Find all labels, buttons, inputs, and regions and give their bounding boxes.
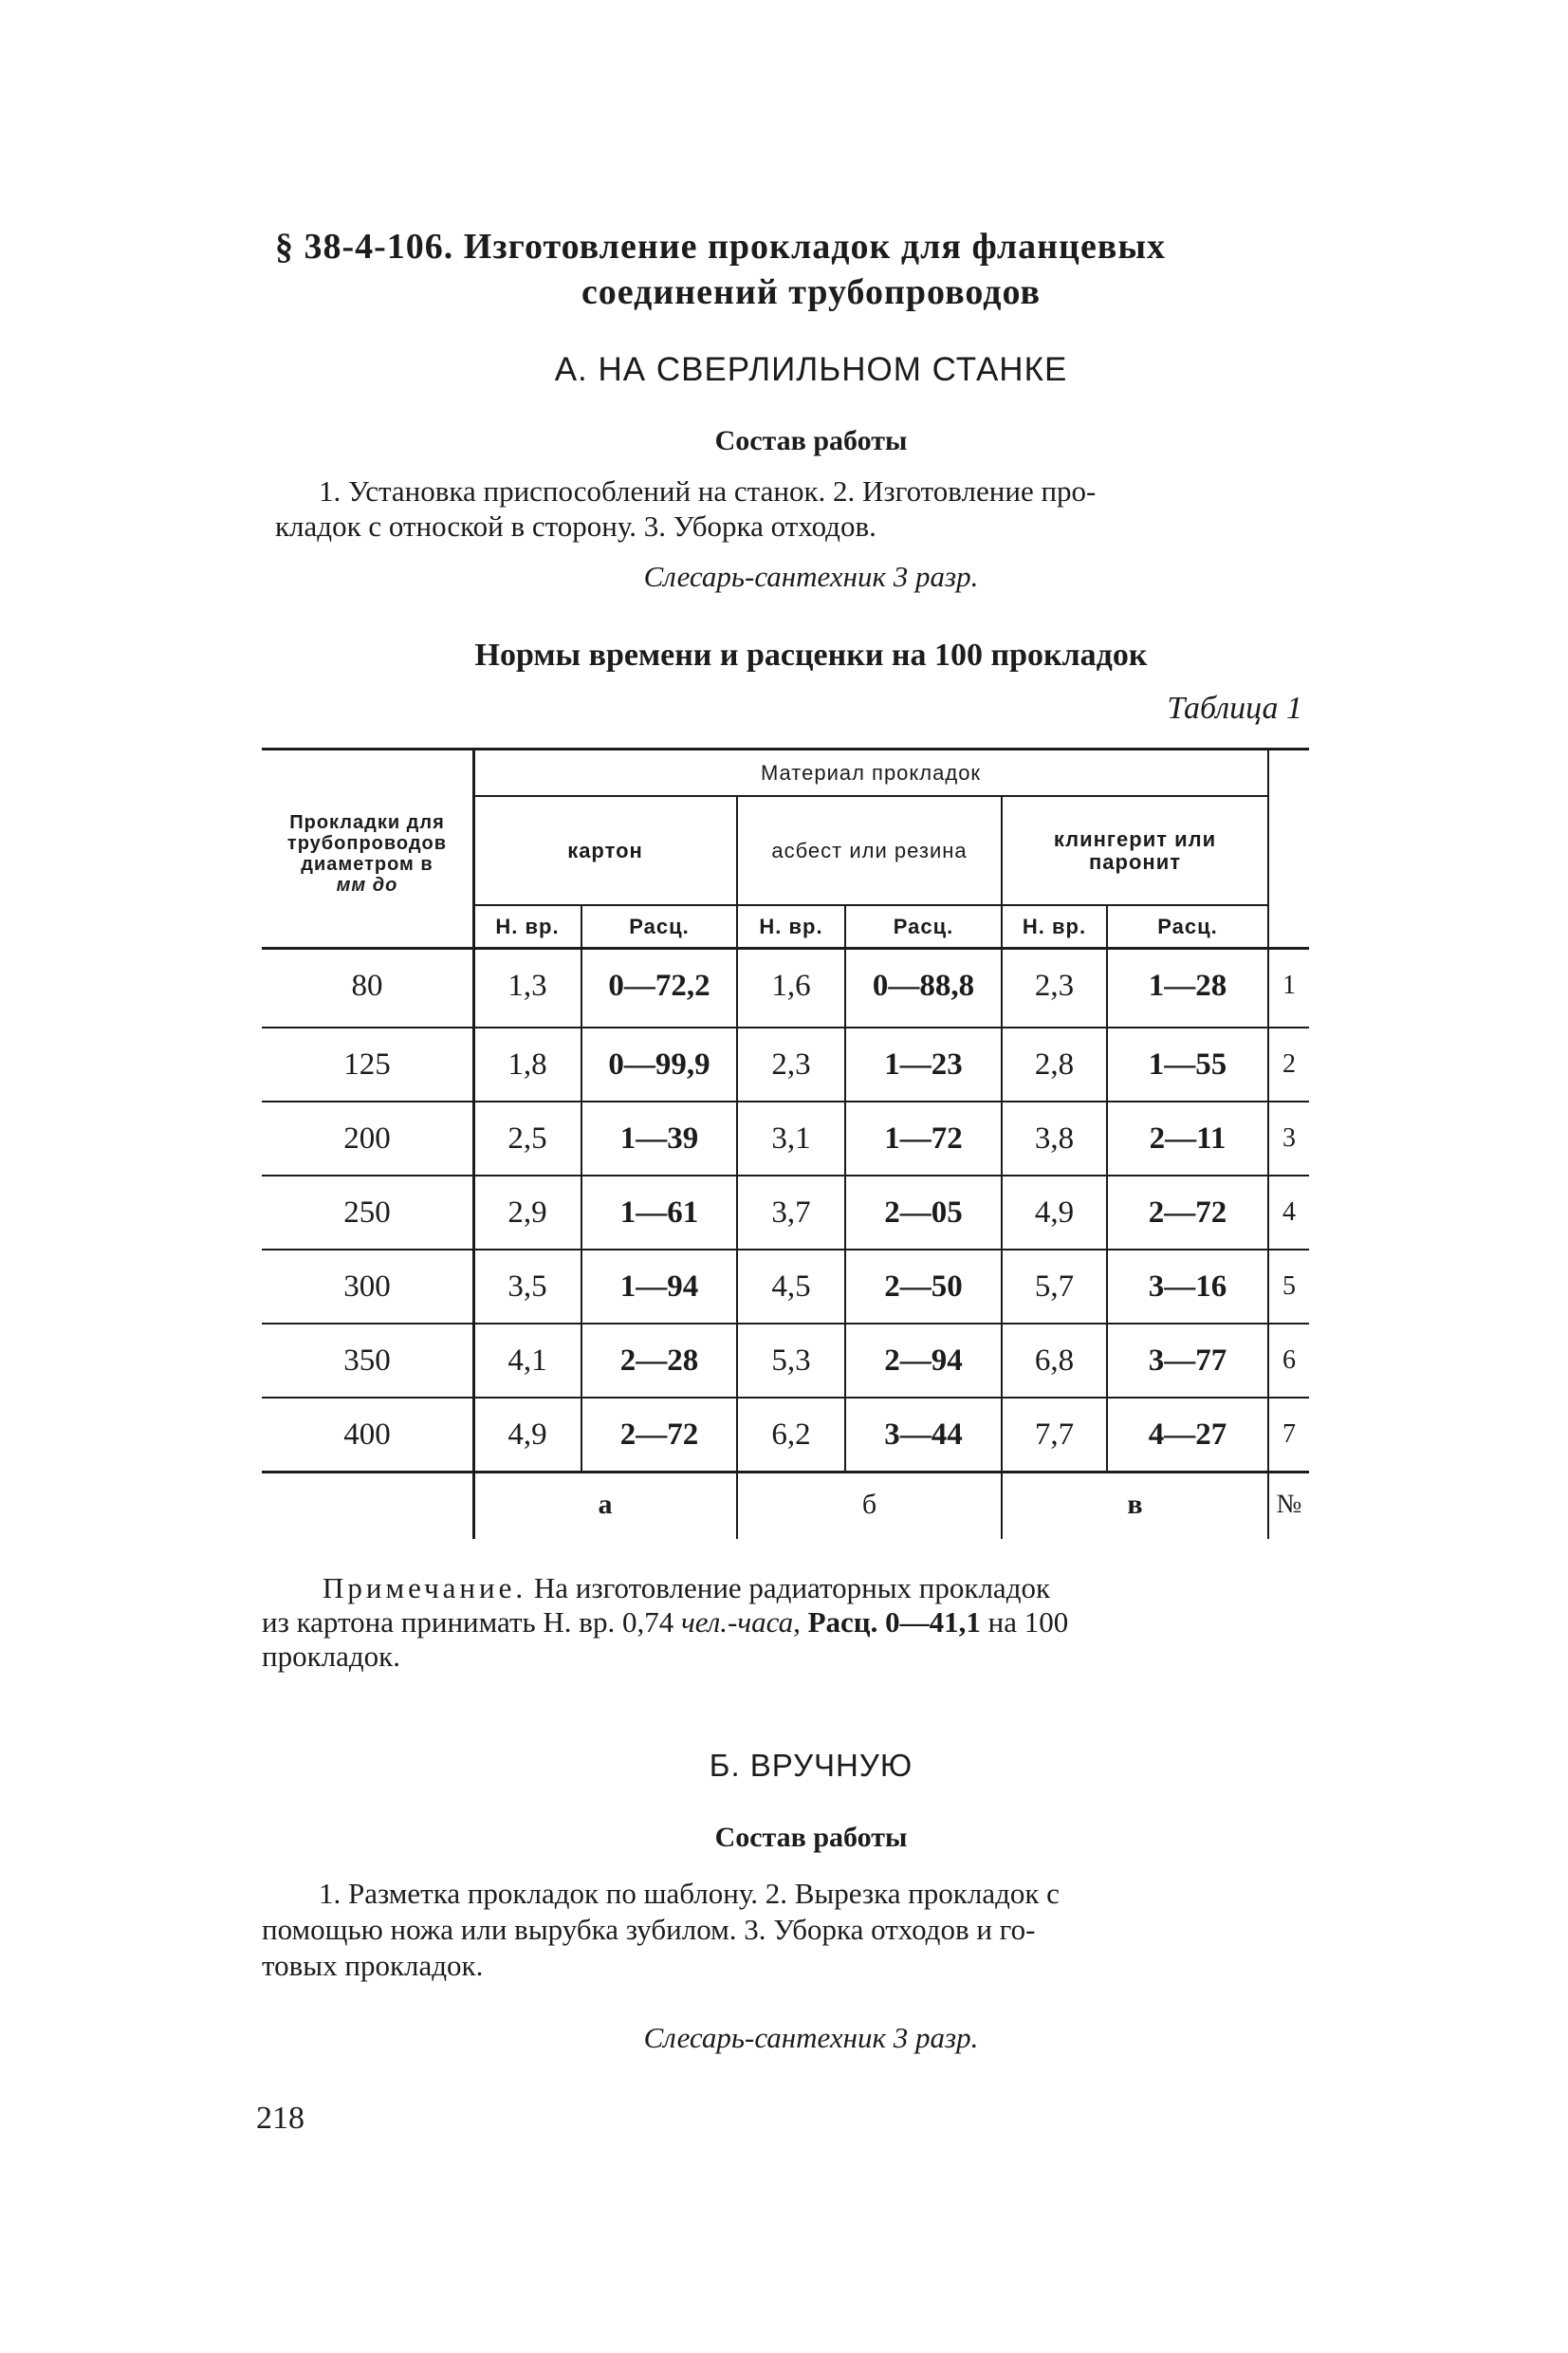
row-number-cell: 6: [1282, 1345, 1296, 1375]
subheader-rate: Расц.: [1157, 914, 1218, 938]
row-number-cell: 2: [1282, 1049, 1296, 1079]
norm-time-cell: 7,7: [1034, 1417, 1075, 1452]
note-label: Примечание.: [323, 1571, 527, 1604]
rate-cell: 1—28: [1148, 968, 1227, 1003]
diameter-cell: 80: [351, 968, 383, 1003]
rate-cell: 1—61: [619, 1195, 699, 1230]
norm-time-cell: 2,5: [507, 1121, 547, 1156]
part-a-composition-line2: кладок с отноской в сторону. 3. Уборка отходов.: [275, 510, 876, 543]
material-asbestos: [738, 797, 1001, 904]
material-label: картон: [567, 838, 643, 862]
rate-cell: 3—44: [884, 1417, 963, 1452]
norm-time-cell: 3,7: [771, 1195, 811, 1230]
rate-cell: 1—39: [619, 1121, 699, 1156]
rate-cell: 2—11: [1149, 1121, 1227, 1156]
note-rate: Расц. 0—41,1: [800, 1605, 981, 1639]
table-top-rule: [262, 748, 1309, 750]
row-number-cell: 5: [1282, 1271, 1296, 1301]
norm-time-cell: 3,8: [1034, 1121, 1075, 1156]
norm-time-cell: 6,2: [771, 1417, 811, 1452]
subheader-norm: Н. вр.: [495, 914, 560, 938]
row-header-line: Прокладки для: [289, 812, 445, 833]
norm-time-cell: 2,3: [1034, 968, 1075, 1003]
note-line1: [323, 1571, 1050, 1605]
rate-cell: 2—94: [884, 1343, 963, 1378]
norm-time-cell: 2,9: [507, 1195, 547, 1230]
rate-cell: 1—55: [1148, 1047, 1227, 1082]
row-header-line: трубопроводов: [286, 833, 448, 854]
note-line2: [262, 1605, 1068, 1640]
rate-cell: 2—28: [619, 1343, 699, 1378]
diameter-cell: 300: [343, 1269, 391, 1304]
note-text: из картона принимать Н. вр. 0,74: [262, 1605, 681, 1639]
diameter-cell: 200: [343, 1121, 391, 1156]
norm-time-cell: 2,3: [771, 1047, 811, 1082]
row-header-line: диаметром в: [301, 854, 434, 875]
part-b-composition-line1: 1. Разметка прокладок по шаблону. 2. Вырезка прокладок с: [319, 1877, 1060, 1910]
section-title-line1: § 38-4-106. Изготовление прокладок для фланцевых: [275, 227, 1166, 267]
rate-cell: 2—05: [884, 1195, 963, 1230]
norm-time-cell: 4,9: [507, 1417, 547, 1452]
norm-time-cell: 5,7: [1034, 1269, 1075, 1304]
material-klingerit: [1003, 797, 1267, 904]
material-label: клингерит или: [1053, 827, 1217, 852]
part-b-heading: Б. ВРУЧНУЮ: [709, 1748, 913, 1783]
note-text: на 100: [980, 1605, 1069, 1639]
rate-cell: 1—94: [619, 1269, 699, 1304]
part-a-worker: Слесарь-сантехник 3 разр.: [643, 560, 979, 593]
norm-time-cell: 4,1: [507, 1343, 547, 1378]
footer-col-b: б: [861, 1488, 877, 1520]
part-a-composition-heading: Состав работы: [714, 425, 908, 456]
diameter-cell: 350: [343, 1343, 391, 1378]
row-number-cell: 1: [1282, 971, 1296, 1000]
part-a-composition-line1: 1. Установка приспособлений на станок. 2. Изготовление про-: [319, 474, 1097, 508]
subheader-norm: Н. вр.: [759, 914, 823, 938]
row-number-cell: 3: [1282, 1123, 1296, 1153]
norm-time-cell: 1,3: [507, 968, 547, 1003]
norm-time-cell: 2,8: [1034, 1047, 1075, 1082]
subheader-rate: Расц.: [893, 914, 954, 938]
part-b-composition-heading: Состав работы: [714, 1822, 908, 1853]
rate-cell: 3—77: [1148, 1343, 1227, 1378]
norm-time-cell: 1,8: [507, 1047, 547, 1082]
norm-time-cell: 1,6: [771, 968, 811, 1003]
norm-time-cell: 3,1: [771, 1121, 811, 1156]
norms-heading: Нормы времени и расценки на 100 прокладок: [474, 638, 1148, 673]
note-text: На изготовление радиаторных прокладок: [526, 1571, 1051, 1604]
section-title-line2: соединений трубопроводов: [581, 272, 1042, 312]
row-number-cell: 4: [1282, 1197, 1296, 1227]
rate-cell: 0—88,8: [872, 968, 975, 1003]
part-b-worker: Слесарь-сантехник 3 разр.: [643, 2021, 979, 2054]
rate-cell: 2—50: [884, 1269, 963, 1304]
rate-cell: 2—72: [1148, 1195, 1227, 1230]
part-b-composition-line3: товых прокладок.: [262, 1949, 484, 1982]
rate-cell: 4—27: [1148, 1417, 1227, 1452]
diameter-cell: 125: [343, 1047, 391, 1082]
part-b-composition-line2: помощью ножа или вырубка зубилом. 3. Уборка отходов и го-: [262, 1913, 1036, 1946]
rate-cell: 0—99,9: [608, 1047, 710, 1082]
diameter-cell: 400: [343, 1417, 391, 1452]
rate-cell: 1—72: [884, 1121, 963, 1156]
material-carton: [474, 797, 736, 904]
row-header-cell: [262, 778, 472, 930]
footer-col-c: в: [1127, 1488, 1143, 1520]
material-label: асбест или резина: [771, 838, 968, 862]
rate-cell: 3—16: [1148, 1269, 1227, 1304]
row-header-line: мм до: [336, 875, 398, 896]
norm-time-cell: 4,9: [1034, 1195, 1075, 1230]
row-number-cell: 7: [1282, 1419, 1296, 1449]
page-number: 218: [256, 2101, 304, 2136]
footer-col-a: а: [598, 1488, 613, 1520]
subheader-rate: Расц.: [629, 914, 690, 938]
diameter-cell: 250: [343, 1195, 391, 1230]
norm-time-cell: 4,5: [771, 1269, 811, 1304]
rate-cell: 0—72,2: [608, 968, 710, 1003]
rate-cell: 1—23: [884, 1047, 963, 1082]
table-label: Таблица 1: [1167, 691, 1302, 726]
note-line3: прокладок.: [262, 1640, 400, 1673]
part-a-heading: А. НА СВЕРЛИЛЬНОМ СТАНКЕ: [554, 351, 1068, 388]
material-label: паронит: [1089, 849, 1181, 874]
norm-time-cell: 3,5: [507, 1269, 547, 1304]
norm-time-cell: 6,8: [1034, 1343, 1075, 1378]
footer-col-num: №: [1276, 1489, 1302, 1519]
note-unit: чел.-часа,: [680, 1605, 801, 1639]
subheader-norm: Н. вр.: [1022, 914, 1087, 938]
material-header: Материал прокладок: [760, 761, 982, 786]
rate-cell: 2—72: [619, 1417, 699, 1452]
norm-time-cell: 5,3: [771, 1343, 811, 1378]
